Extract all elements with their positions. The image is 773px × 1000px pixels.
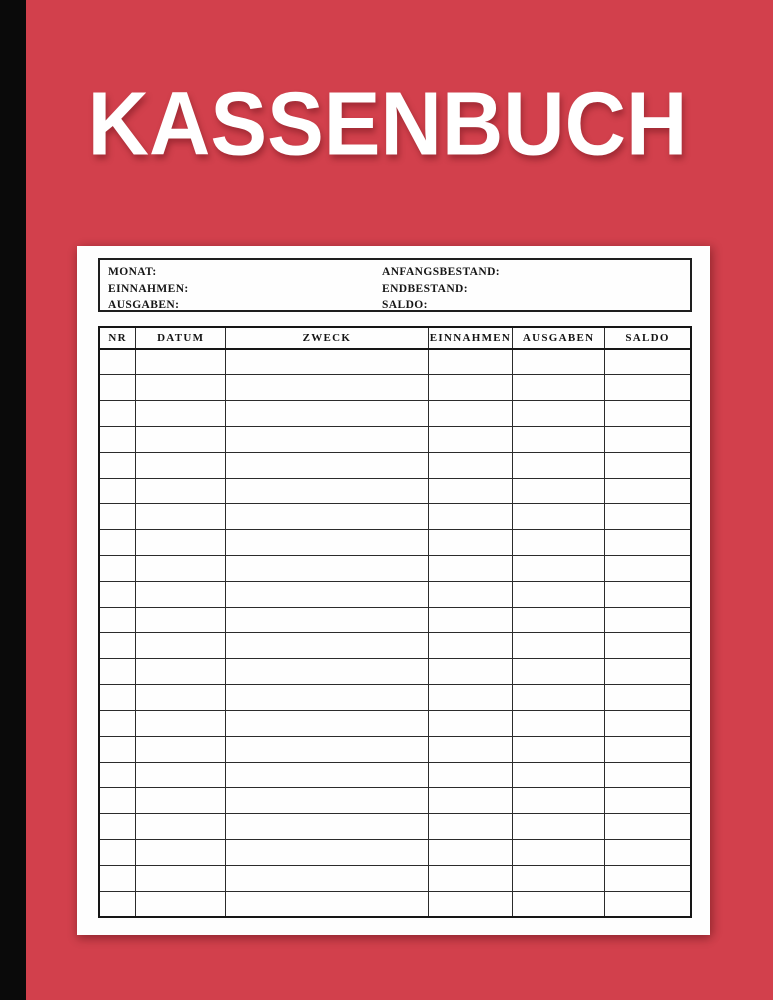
table-row <box>99 426 691 452</box>
empty-cell <box>99 685 136 711</box>
table-row <box>99 891 691 917</box>
empty-cell <box>428 581 513 607</box>
empty-cell <box>605 375 691 401</box>
empty-cell <box>99 762 136 788</box>
table-row <box>99 633 691 659</box>
empty-cell <box>428 788 513 814</box>
empty-cell <box>226 659 428 685</box>
empty-cell <box>226 581 428 607</box>
empty-cell <box>99 426 136 452</box>
empty-cell <box>513 710 605 736</box>
field-einnahmen: EINNAHMEN: <box>108 282 189 295</box>
empty-cell <box>428 891 513 917</box>
empty-cell <box>513 556 605 582</box>
empty-cell <box>99 633 136 659</box>
empty-cell <box>428 710 513 736</box>
empty-cell <box>136 375 226 401</box>
empty-cell <box>513 504 605 530</box>
summary-right-column <box>382 261 500 314</box>
empty-cell <box>136 556 226 582</box>
header-row <box>99 327 691 349</box>
table-row <box>99 736 691 762</box>
book-spine <box>0 0 26 1000</box>
empty-cell <box>605 401 691 427</box>
empty-cell <box>226 736 428 762</box>
empty-cell <box>513 762 605 788</box>
empty-cell <box>136 710 226 736</box>
ledger-body <box>99 349 691 917</box>
empty-cell <box>99 401 136 427</box>
empty-cell <box>136 349 226 375</box>
table-row <box>99 762 691 788</box>
empty-cell <box>226 452 428 478</box>
empty-cell <box>99 349 136 375</box>
table-row <box>99 839 691 865</box>
empty-cell <box>99 865 136 891</box>
empty-cell <box>428 426 513 452</box>
empty-cell <box>428 736 513 762</box>
empty-cell <box>513 530 605 556</box>
empty-cell <box>513 814 605 840</box>
column-header-saldo: SALDO <box>605 327 691 349</box>
empty-cell <box>136 814 226 840</box>
empty-cell <box>605 581 691 607</box>
empty-cell <box>605 814 691 840</box>
summary-box <box>98 258 692 312</box>
empty-cell <box>226 685 428 711</box>
empty-cell <box>136 865 226 891</box>
empty-cell <box>513 865 605 891</box>
empty-cell <box>605 762 691 788</box>
empty-cell <box>136 891 226 917</box>
empty-cell <box>605 736 691 762</box>
field-monat: MONAT: <box>108 266 157 278</box>
table-row <box>99 349 691 375</box>
column-header-ausgaben: AUSGABEN <box>513 327 605 349</box>
empty-cell <box>136 607 226 633</box>
empty-cell <box>136 504 226 530</box>
empty-cell <box>605 349 691 375</box>
empty-cell <box>605 607 691 633</box>
empty-cell <box>226 556 428 582</box>
column-header-datum: DATUM <box>136 327 226 349</box>
empty-cell <box>513 452 605 478</box>
empty-cell <box>136 762 226 788</box>
ledger-panel <box>77 246 710 935</box>
empty-cell <box>226 891 428 917</box>
ledger-table <box>98 326 692 918</box>
table-row <box>99 814 691 840</box>
table-row <box>99 375 691 401</box>
table-row <box>99 607 691 633</box>
empty-cell <box>226 710 428 736</box>
empty-cell <box>99 581 136 607</box>
empty-cell <box>226 607 428 633</box>
summary-left-column <box>108 261 189 314</box>
empty-cell <box>136 530 226 556</box>
empty-cell <box>513 659 605 685</box>
empty-cell <box>99 504 136 530</box>
table-row <box>99 556 691 582</box>
empty-cell <box>99 452 136 478</box>
empty-cell <box>513 478 605 504</box>
empty-cell <box>226 478 428 504</box>
empty-cell <box>513 349 605 375</box>
empty-cell <box>226 401 428 427</box>
empty-cell <box>428 401 513 427</box>
empty-cell <box>136 633 226 659</box>
empty-cell <box>513 401 605 427</box>
empty-cell <box>513 736 605 762</box>
empty-cell <box>226 633 428 659</box>
empty-cell <box>136 736 226 762</box>
empty-cell <box>428 839 513 865</box>
table-row <box>99 659 691 685</box>
field-anfangsbestand: ANFANGSBESTAND: <box>382 266 501 278</box>
field-ausgaben: AUSGABEN: <box>108 299 180 311</box>
table-row <box>99 581 691 607</box>
empty-cell <box>99 839 136 865</box>
table-row <box>99 452 691 478</box>
empty-cell <box>605 452 691 478</box>
empty-cell <box>136 788 226 814</box>
empty-cell <box>136 839 226 865</box>
empty-cell <box>513 685 605 711</box>
empty-cell <box>605 426 691 452</box>
empty-cell <box>136 581 226 607</box>
field-endbestand: ENDBESTAND: <box>382 282 468 295</box>
empty-cell <box>226 349 428 375</box>
empty-cell <box>428 556 513 582</box>
book-title: KASSENBUCH <box>87 74 688 175</box>
column-header-zweck: ZWECK <box>226 327 428 349</box>
empty-cell <box>226 530 428 556</box>
empty-cell <box>226 426 428 452</box>
empty-cell <box>136 659 226 685</box>
empty-cell <box>99 659 136 685</box>
empty-cell <box>605 788 691 814</box>
table-row <box>99 478 691 504</box>
table-row <box>99 710 691 736</box>
empty-cell <box>226 375 428 401</box>
table-row <box>99 685 691 711</box>
empty-cell <box>99 736 136 762</box>
empty-cell <box>605 865 691 891</box>
empty-cell <box>428 452 513 478</box>
empty-cell <box>99 814 136 840</box>
column-header-einnahmen: EINNAHMEN <box>428 327 513 349</box>
empty-cell <box>428 607 513 633</box>
empty-cell <box>428 762 513 788</box>
empty-cell <box>605 504 691 530</box>
table-row <box>99 504 691 530</box>
empty-cell <box>428 814 513 840</box>
empty-cell <box>99 375 136 401</box>
empty-cell <box>513 891 605 917</box>
empty-cell <box>428 659 513 685</box>
table-row <box>99 865 691 891</box>
empty-cell <box>99 710 136 736</box>
table-row <box>99 401 691 427</box>
empty-cell <box>605 633 691 659</box>
empty-cell <box>99 891 136 917</box>
ledger-header <box>99 327 691 349</box>
empty-cell <box>513 839 605 865</box>
empty-cell <box>428 865 513 891</box>
empty-cell <box>226 762 428 788</box>
empty-cell <box>513 633 605 659</box>
empty-cell <box>99 478 136 504</box>
empty-cell <box>513 788 605 814</box>
empty-cell <box>226 865 428 891</box>
empty-cell <box>428 375 513 401</box>
column-header-nr: NR <box>99 327 136 349</box>
empty-cell <box>605 891 691 917</box>
empty-cell <box>428 504 513 530</box>
empty-cell <box>428 685 513 711</box>
empty-cell <box>226 814 428 840</box>
empty-cell <box>605 710 691 736</box>
empty-cell <box>605 685 691 711</box>
empty-cell <box>605 530 691 556</box>
empty-cell <box>513 607 605 633</box>
field-saldo: SALDO: <box>382 299 428 311</box>
empty-cell <box>99 556 136 582</box>
empty-cell <box>605 839 691 865</box>
empty-cell <box>513 375 605 401</box>
empty-cell <box>136 452 226 478</box>
empty-cell <box>513 426 605 452</box>
empty-cell <box>428 633 513 659</box>
table-row <box>99 788 691 814</box>
empty-cell <box>605 659 691 685</box>
empty-cell <box>605 478 691 504</box>
empty-cell <box>605 556 691 582</box>
empty-cell <box>226 839 428 865</box>
empty-cell <box>136 426 226 452</box>
empty-cell <box>513 581 605 607</box>
empty-cell <box>428 478 513 504</box>
empty-cell <box>226 788 428 814</box>
empty-cell <box>136 478 226 504</box>
empty-cell <box>136 685 226 711</box>
empty-cell <box>428 530 513 556</box>
empty-cell <box>99 530 136 556</box>
empty-cell <box>428 349 513 375</box>
empty-cell <box>136 401 226 427</box>
empty-cell <box>99 788 136 814</box>
empty-cell <box>99 607 136 633</box>
table-row <box>99 530 691 556</box>
empty-cell <box>226 504 428 530</box>
